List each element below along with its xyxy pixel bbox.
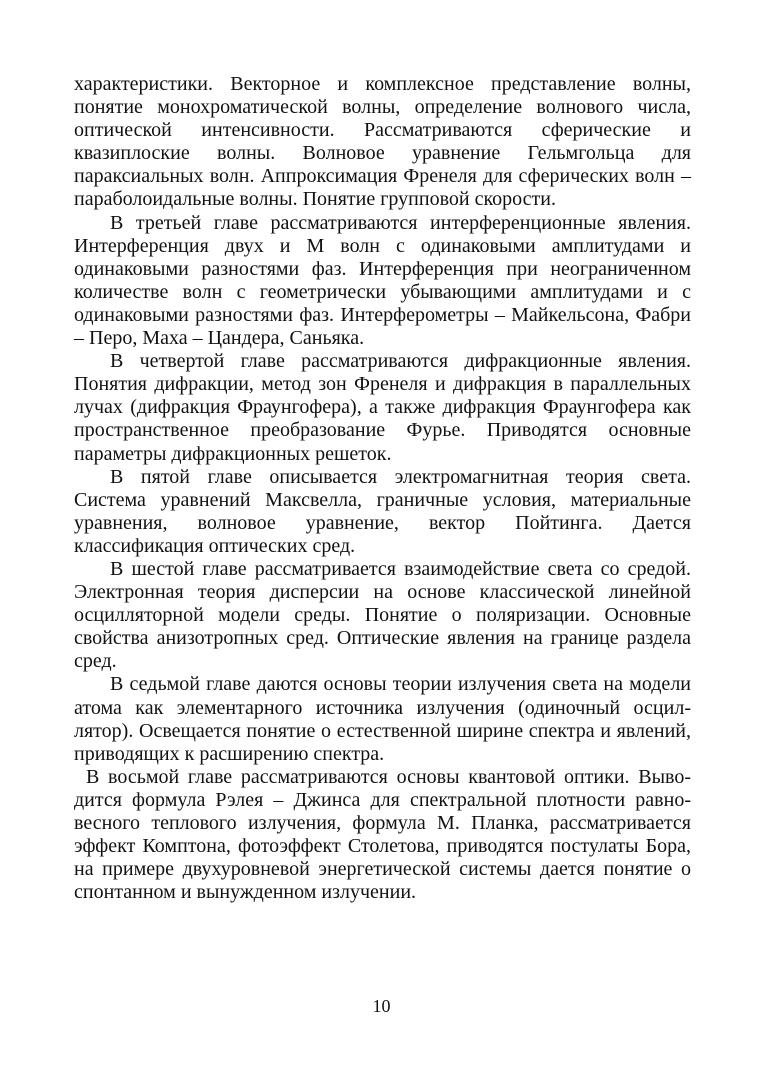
paragraph-chapter-4: В четвертой главе рассматриваются дифракционные явления. Понятия дифракции, метод зон Френеля и дифракция в параллельных лучах (дифракция Фраунгофера), а также дифракция Фраунгофера как пространственное преобразование Фурье. Приводятся основные параметры дифракционных решеток. (74, 350, 691, 465)
paragraph-chapter-7: В седьмой главе даются основы теории излучения света на модели атома как элементарного источника излучения (одиночный осциллятор). Освещается понятие о естественной ширине спектра и явлений, приводящих к расширению спектра. (74, 673, 691, 765)
paragraph-chapter-3: В третьей главе рассматриваются интерференционные явления. Интерференция двух и М волн с одинаковыми амплитудами и одинаковыми разностями фаз. Интерференция при неограниченном количестве волн с геометрически убывающими амплитудами и с одинаковыми разностями фаз. Интерферометры – Майкельсона, Фабри – Перо, Маха – Цандера, Саньяка. (74, 211, 691, 350)
page-number: 10 (372, 996, 391, 1016)
paragraph-continuation: характеристики. Векторное и комплексное представление волны, понятие монохроматической волны, определение волнового числа, оптической интенсивности. Рассматриваются сферические и квазиплоские волны. Волновое уравнение Гельмгольца для параксиальных волн. Аппроксимация Френеля для сферических волн – параболоидальные волны. Понятие групповой скорости. (74, 73, 691, 211)
paragraph-chapter-8: В восьмой главе рассматриваются основы квантовой оптики. Выводится формула Рэлея – Джинса для спектральной плотности равновесного теплового излучения, формула М. Планка, рассматривается эффект Комптона, фотоэффект Столетова, приводятся постулаты Бора, на примере двухуровневой энергетической системы дается понятие о спонтанном и вынужденном излучении. (74, 765, 691, 904)
body-text (74, 73, 691, 904)
paragraph-chapter-6: В шестой главе рассматривается взаимодействие света со средой. Электронная теория дисперсии на основе классической линейной осцилляторной модели среды. Понятие о поляризации. Основные свойства анизотропных сред. Оптические явления на границе раздела сред. (74, 557, 691, 673)
paragraph-chapter-5: В пятой главе описывается электромагнитная теория света. Система уравнений Максвелла, граничные условия, материальные уравнения, волновое уравнение, вектор Пойтинга. Дается классификация оптических сред. (74, 465, 691, 557)
